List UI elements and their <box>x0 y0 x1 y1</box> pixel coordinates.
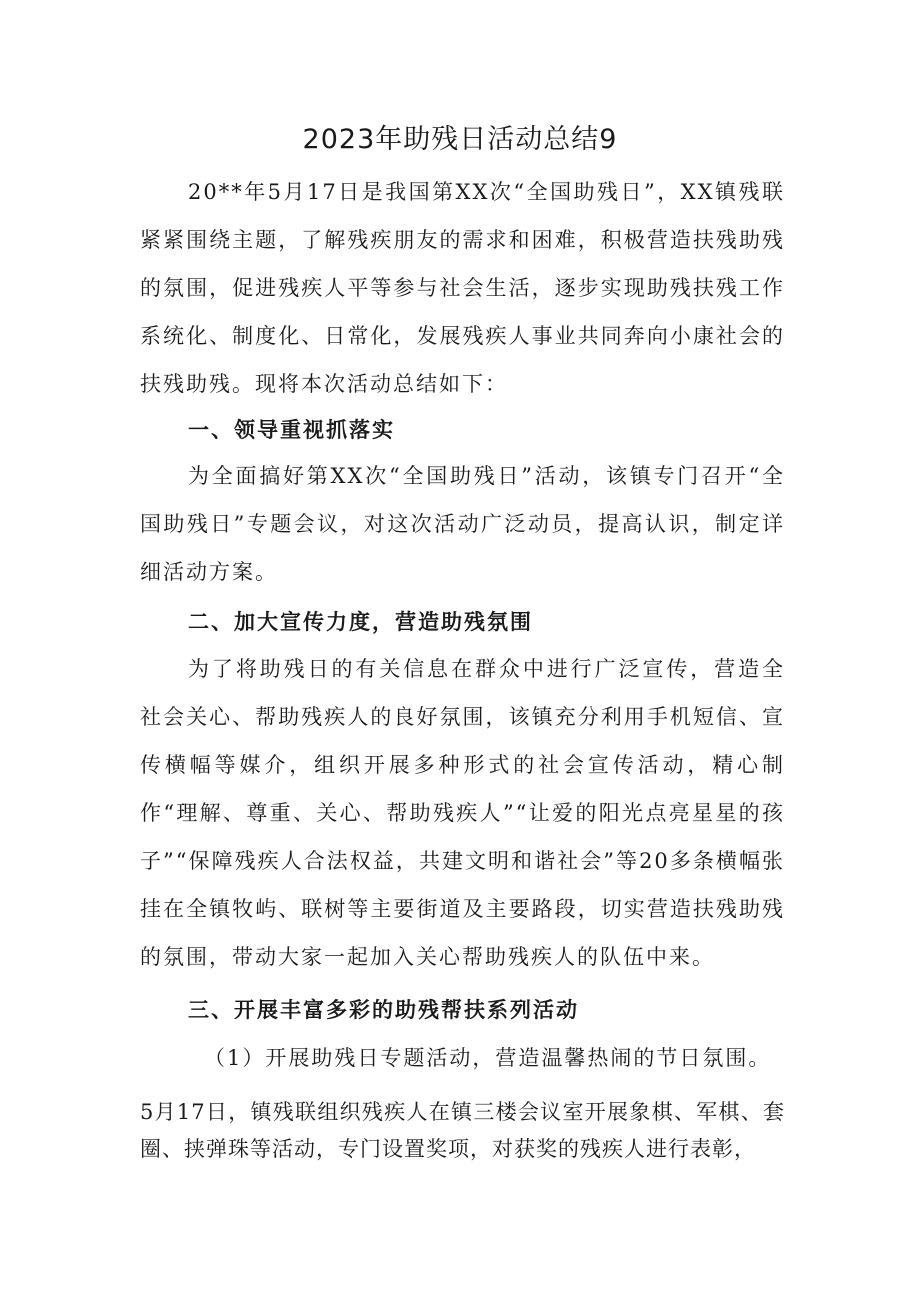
document-title: 2023年助残日活动总结9 <box>302 124 618 155</box>
section-2-body: 为了将助残日的有关信息在群众中进行广泛宣传，营造全社会关心、帮助残疾人的良好氛围，该镇充分利用手机短信、宣传横幅等媒介，组织开展多种形式的社会宣传活动，精心制作“理解、尊重、关心、帮助残疾人”“让爱的阳光点亮星星的孩子”“保障残疾人合法权益，共建文明和谐社会”等20多条横幅张挂在全镇牧屿、联树等主要街道及主要路段，切实营造扶残助残的氛围，带动大家一起加入关心帮助残疾人的队伍中来。 <box>140 657 785 969</box>
intro-paragraph: 20**年5月17日是我国第XX次“全国助残日”，XX镇残联紧紧围绕主题，了解残疾朋友的需求和困难，积极营造扶残助残的氛围，促进残疾人平等参与社会生活，逐步实现助残扶残工作系统化、制度化、日常化，发展残疾人事业共同奔向小康社会的扶残助残。现将本次活动总结如下： <box>140 180 785 396</box>
section-1-heading: 一、领导重视抓落实 <box>188 417 395 442</box>
section-3-body: 5月17日，镇残联组织残疾人在镇三楼会议室开展象棋、军棋、套圈、挟弹珠等活动，专门设置奖项，对获奖的残疾人进行表彰， <box>140 1100 785 1161</box>
section-1-body: 为全面搞好第XX次“全国助残日”活动，该镇专门召开“全国助残日”专题会议，对这次活动广泛动员，提高认识，制定详细活动方案。 <box>140 464 785 584</box>
section-3-heading: 三、开展丰富多彩的助残帮扶系列活动 <box>188 997 579 1022</box>
section-3-subheading: （1）开展助残日专题活动，营造温馨热闹的节日氛围。 <box>204 1046 772 1070</box>
section-2-heading: 二、加大宣传力度，营造助残氛围 <box>188 609 533 634</box>
